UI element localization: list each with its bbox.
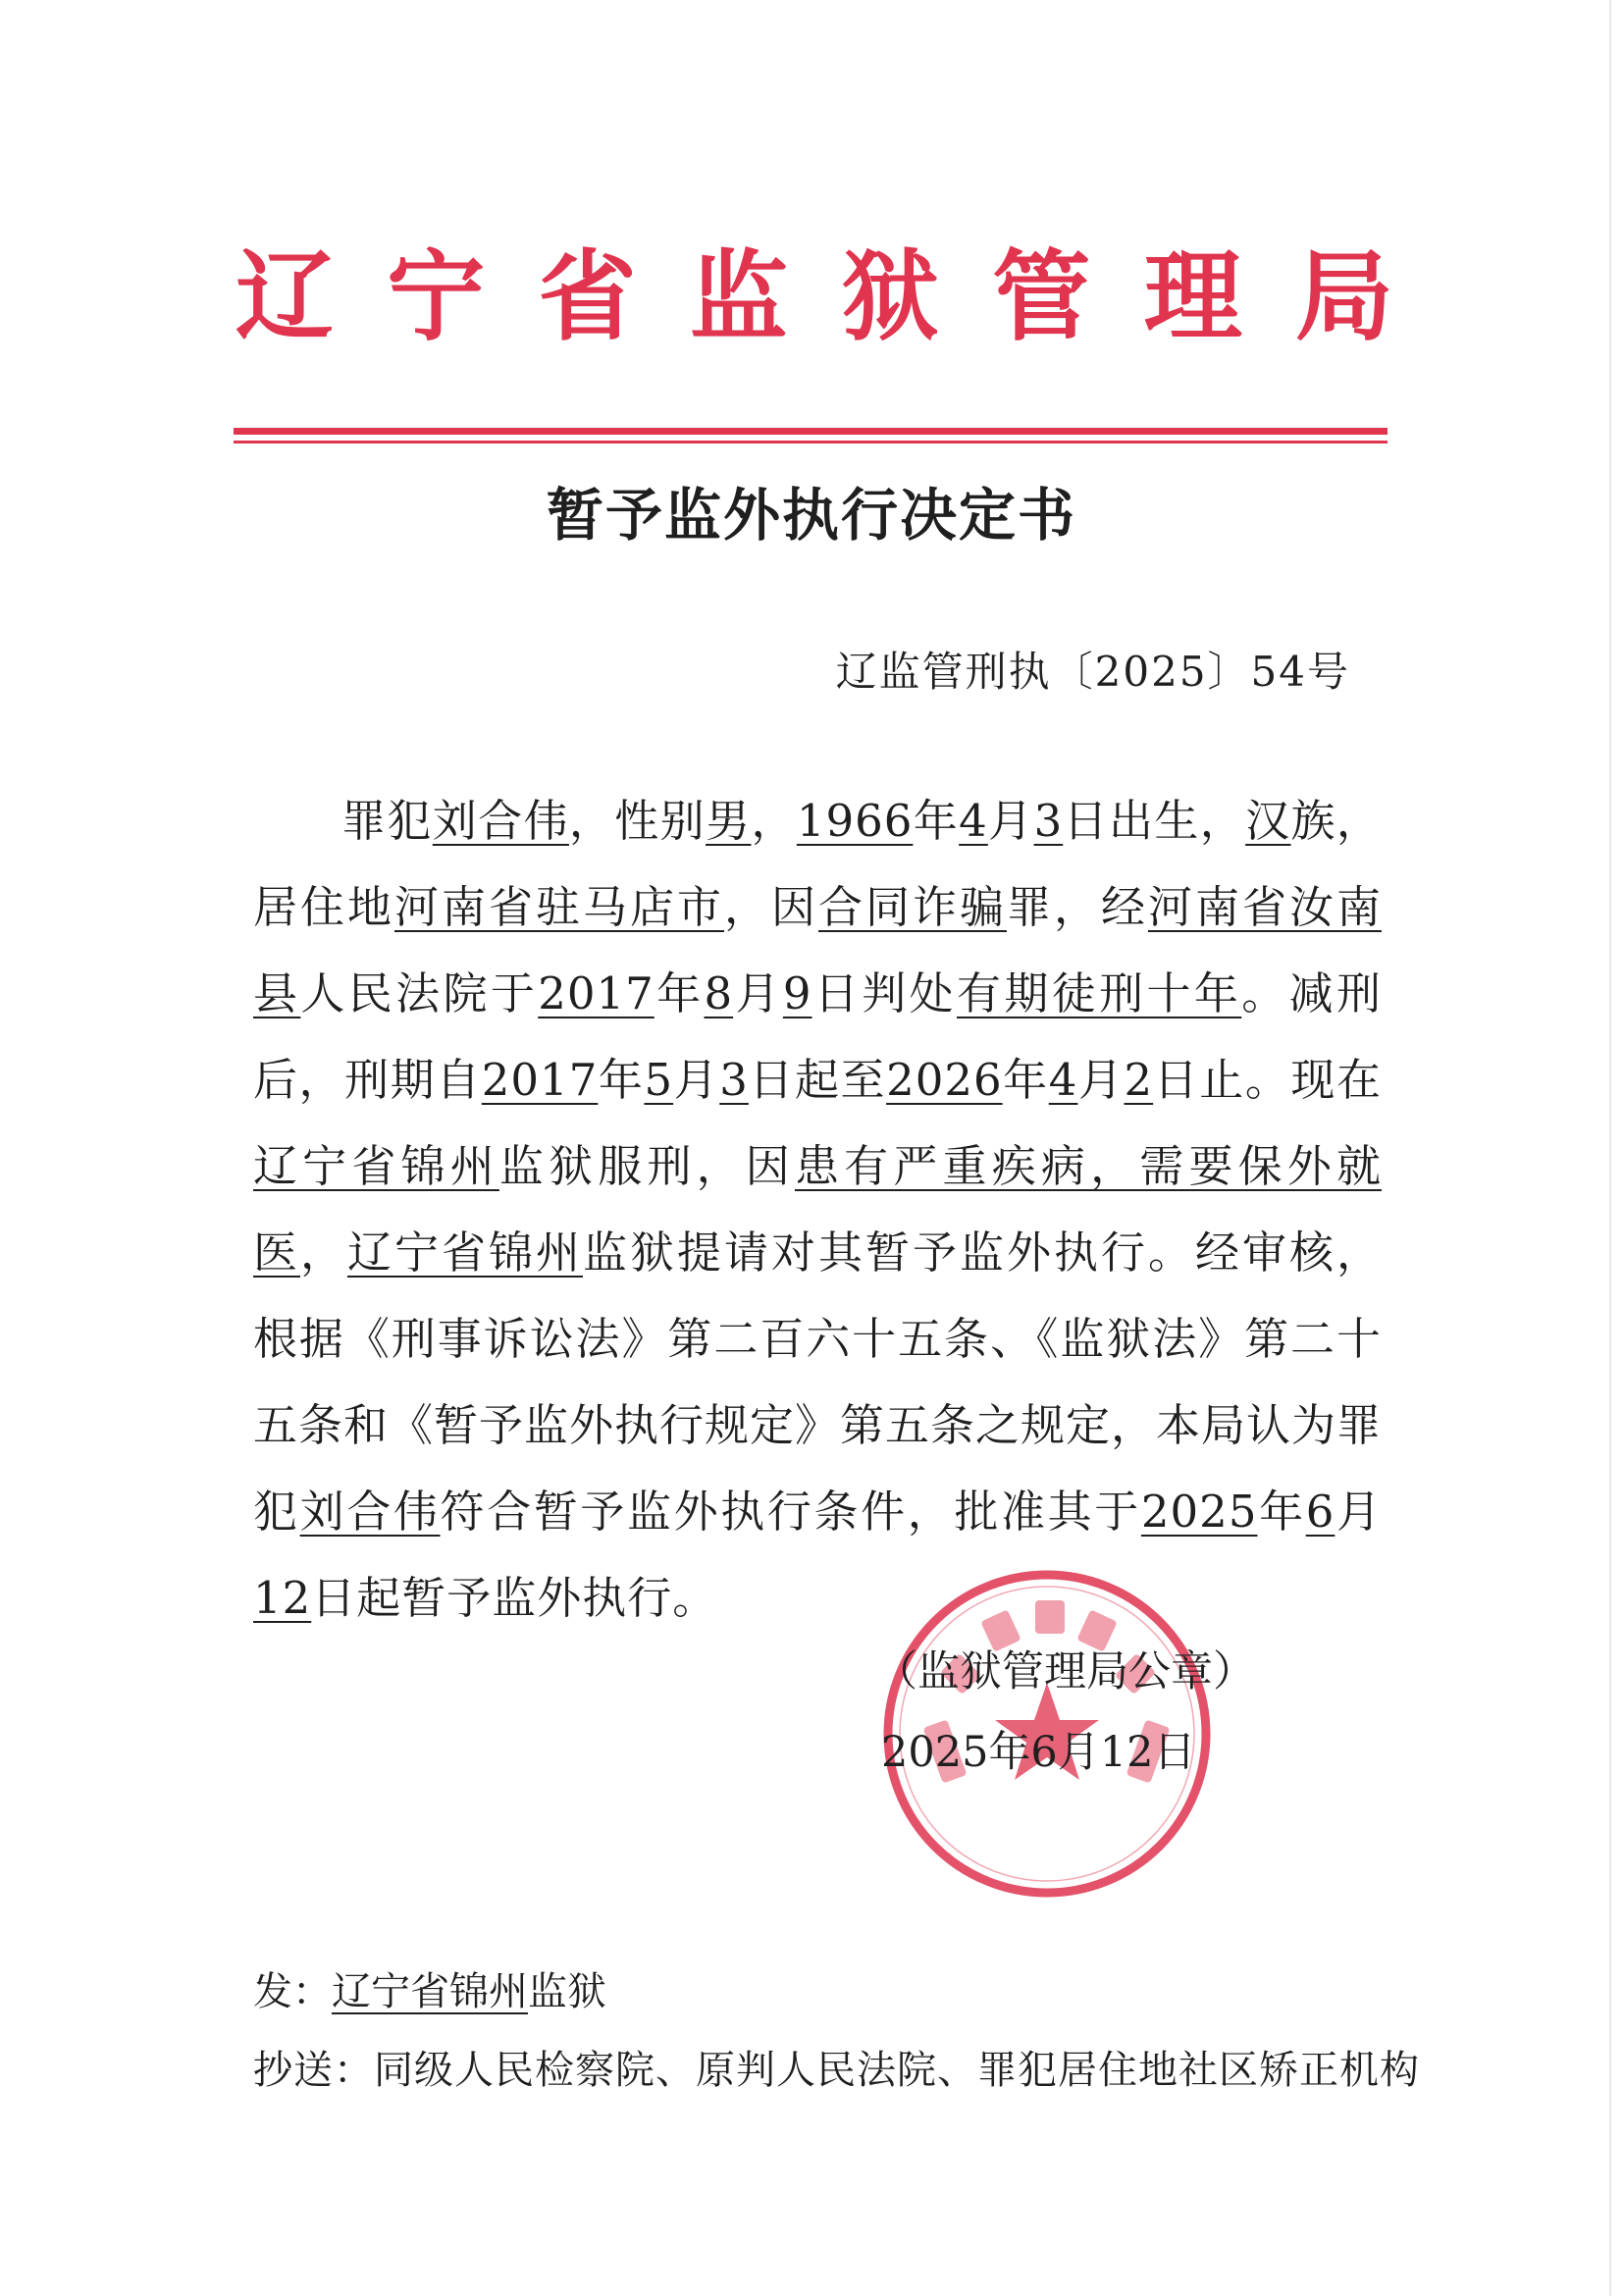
- body-text: ，: [751, 795, 797, 847]
- body-text: 年: [654, 967, 705, 1019]
- body-text: ，性别: [568, 795, 707, 847]
- birth-day: 3: [1033, 795, 1064, 847]
- decision-body: [253, 778, 1382, 1642]
- start-month: 5: [644, 1054, 674, 1106]
- reason: 患有严重疾病，需要保外就医: [253, 1140, 1382, 1278]
- header-char: 狱: [841, 239, 940, 354]
- header-char: 局: [1294, 239, 1393, 354]
- document-number: 辽监管刑执〔2025〕54号: [835, 648, 1350, 696]
- issuer-header: [236, 234, 1393, 361]
- gender: 男: [706, 795, 752, 847]
- body-text: 月: [987, 795, 1034, 847]
- judge-year: 2017: [538, 967, 654, 1019]
- birth-year: 1966: [796, 795, 914, 847]
- header-char: 宁: [387, 239, 486, 354]
- red-divider-thick: [234, 428, 1387, 435]
- body-text: 日出生，: [1063, 795, 1246, 847]
- body-text: 月: [733, 967, 783, 1019]
- crime: 合同诈骗: [817, 881, 1007, 933]
- start-day: 3: [719, 1054, 749, 1106]
- body-text: 日起至: [748, 1054, 887, 1106]
- start-year: 2017: [481, 1054, 599, 1106]
- header-char: 辽: [236, 239, 334, 354]
- body-text: 监狱服刑，因: [498, 1140, 795, 1192]
- approve-day: 12: [253, 1572, 312, 1624]
- approve-month: 6: [1305, 1486, 1335, 1538]
- body-text: ，因: [723, 881, 818, 933]
- body-text: 族，居住地: [253, 795, 1382, 933]
- body-text: 年: [598, 1054, 645, 1106]
- body-text: 年: [1257, 1486, 1306, 1538]
- prison-2: 辽宁省锦州: [347, 1226, 583, 1278]
- judge-month: 8: [704, 967, 734, 1019]
- body-text: 罪，经: [1006, 881, 1148, 933]
- scan-edge: [1609, 0, 1611, 2296]
- header-char: 管: [992, 239, 1091, 354]
- body-text: 监狱提请对其暂予监外执行。经审核，根据《刑事诉讼法》第二百六十五条、《监狱法》第二十五条和《暂予监外执行规定》第五条之规定，本局认为罪犯: [253, 1226, 1383, 1538]
- approve-year: 2025: [1140, 1486, 1258, 1538]
- court: 河南省汝南县: [253, 881, 1382, 1019]
- body-text: ，: [300, 1226, 347, 1278]
- sentence: 有期徒刑十年: [957, 967, 1242, 1019]
- body-text: 日起暂予监外执行。: [311, 1572, 718, 1624]
- body-text: 日止。现在: [1153, 1054, 1382, 1106]
- birth-month: 4: [959, 795, 988, 847]
- carbon-copy-line: 抄送：同级人民检察院、原判人民法院、罪犯居住地社区矫正机构: [253, 2048, 1420, 2093]
- ethnicity: 汉: [1245, 795, 1291, 847]
- prisoner-name-2: 刘合伟: [299, 1486, 441, 1538]
- header-char: 监: [689, 239, 788, 354]
- body-text: 。减刑后，刑期自: [253, 967, 1382, 1106]
- seal-label: （监狱管理局公章）: [875, 1647, 1255, 1696]
- body-text: 年: [913, 795, 960, 847]
- body-text: 年: [1002, 1054, 1049, 1106]
- body-text: 月: [673, 1054, 720, 1106]
- body-text: 月: [1335, 1486, 1382, 1538]
- prison: 辽宁省锦州: [253, 1140, 499, 1192]
- end-month: 4: [1048, 1054, 1078, 1106]
- red-divider-thin: [234, 441, 1387, 444]
- end-year: 2026: [886, 1054, 1003, 1106]
- body-text: 月: [1077, 1054, 1125, 1106]
- body-text: 日判处: [812, 967, 958, 1019]
- body-text: 符合暂予监外执行条件，批准其于: [440, 1486, 1141, 1538]
- send-target: 辽宁省锦州: [332, 1969, 528, 2014]
- header-char: 理: [1143, 239, 1242, 354]
- body-text: 人民法院于: [300, 967, 539, 1019]
- send-to-line: [253, 1960, 606, 2016]
- header-char: 省: [538, 239, 637, 354]
- end-day: 2: [1124, 1054, 1154, 1106]
- residence: 河南省驻马店市: [394, 881, 724, 933]
- document-title: 暂予监外执行决定书: [546, 482, 1076, 548]
- send-prefix: 发：: [253, 1969, 332, 2014]
- judge-day: 9: [782, 967, 812, 1019]
- signing-date: 2025年6月12日: [881, 1728, 1196, 1777]
- prisoner-name: 刘合伟: [432, 795, 569, 847]
- body-text: 罪犯: [341, 795, 433, 847]
- send-suffix: 监狱: [528, 1969, 606, 2014]
